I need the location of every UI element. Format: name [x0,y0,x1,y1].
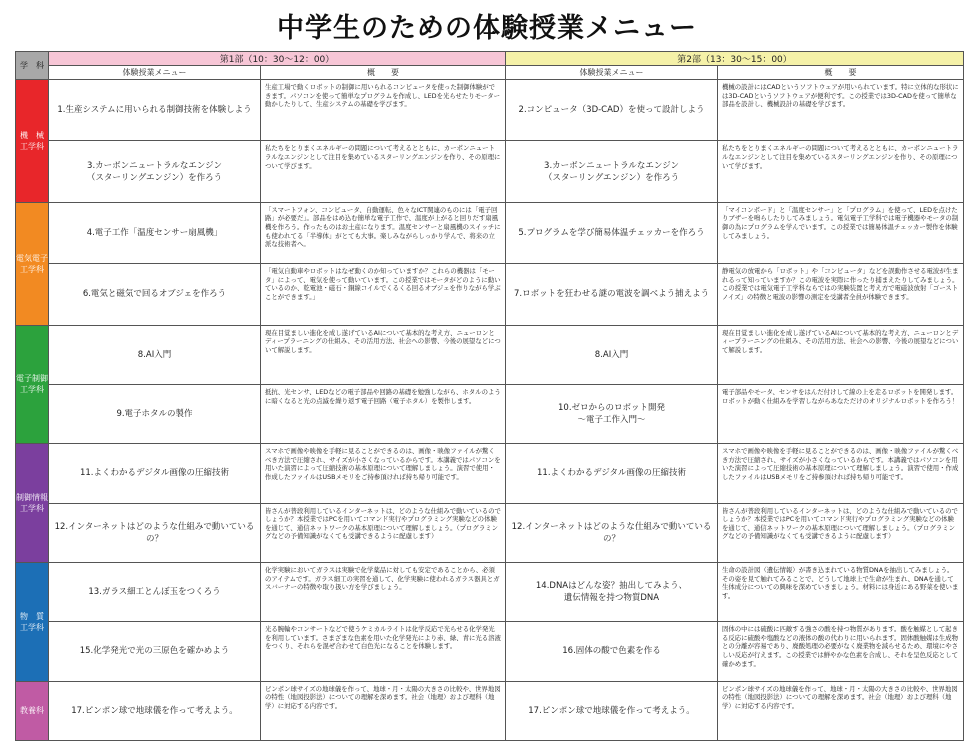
menu-line: 15.化学発光で光の三原色を確かめよう [79,646,230,657]
table-row [16,325,964,384]
table-row [16,681,964,740]
p1-menu-cell [49,80,261,141]
p2-menu-cell [506,141,718,202]
menu-line: 8.AI入門 [137,349,172,360]
p2-menu-cell [506,80,718,141]
menu-line: 11.よくわかるデジタル画像の圧縮技術 [537,468,687,479]
table-row [16,562,964,621]
p1-summary-cell: 皆さんが普段利用しているインターネットは、どのような仕組みで動いているのでしょうか？本授業ではPCを用いてコマンド実行やプログラミング実験などの体験を通じて、通信ネットワークの基本原理について理解しましょう。（プログラミングなどの予備知識がなくても受講できるように配慮します） [261,503,506,562]
menu-line: 6.電気と磁気で回るオブジェを作ろう [82,289,227,300]
menu-line: 8.AI入門 [594,349,629,360]
menu-line: 3.カーボンニュートラルなエンジン [87,160,222,171]
p2-summary-cell: 静電気の放電から「ロボット」や「コンピュータ」などを誤動作させる電波が生まれるって知っていますか？この電波を実際に作ったり捕まえたりしてみましょう。この授業では電気電子工学科ならではの実験装置と考え方で電磁波放射「ゴーストノイズ」の特徴と電波の影響の測定を受講者全員が体験できます。 [718,264,964,325]
menu-line: 〜電子工作入門〜 [577,415,646,426]
p2-summary-cell: 現在目覚ましい進化を成し遂げているAIについて基本的な考え方、ニューロンとディープラーニングの仕組み、その活用方法、社会への影響、今後の展望などについて解説します。 [718,325,964,384]
menu-line: 4.電子工作「温度センサー扇風機」 [86,227,223,238]
p1-menu-cell [49,562,261,621]
p2-menu-cell [506,384,718,443]
table-row [16,264,964,325]
menu-line: 17.ピンポン球で地球儀を作って考えよう。 [71,705,238,716]
department-cell [16,562,49,681]
p2-summary-cell: スマホで画像や映像を手軽に見ることができるのは、画像・映像ファイルが驚くべき方法で圧縮され、サイズが小さくなっているからです。本講義ではパソコンを用いた演習によって圧縮技術の基本原理について理解しましょう。演習で使用・作成したファイルはUSBメモリをご持参頂ければ持ち帰り可能です。 [718,444,964,503]
menu-line: （スターリングエンジン）を作ろう [543,172,680,183]
menu-line: （スターリングエンジン）を作ろう [86,172,223,183]
menu-line: 17.ピンポン球で地球儀を作って考えよう。 [528,705,695,716]
department-cell [16,80,49,203]
p2-summary-cell: 皆さんが普段利用しているインターネットは、どのような仕組みで動いているのでしょうか？本授業ではPCを用いてコマンド実行やプログラミング実験などの体験を通じて、通信ネットワークの基本原理について理解しましょう。（プログラミングなどの予備知識がなくても受講できるように配慮します） [718,503,964,562]
p2-summary-cell: 生命の設計図（遺伝情報）が書き込まれている物質DNAを抽出してみましょう。その姿を見て触れてみることで、どうして地球上で生命が生まれ、DNAを通して生体成分についての興味を深めていきましょう。材料には身近にある野菜を使います。 [718,562,964,621]
department-name: 電気電子 [16,253,48,263]
p2-summary-cell: 私たちをとりまくエネルギーの問題について考えるとともに、カーボンニュートラルなエンジンとして注目を集めているスターリングエンジンを作り、その原理について学びます。 [718,141,964,202]
p1-summary-cell: 「電気自動車やロボットはなぜ動くのか知っていますか？これらの機器は「モータ」によって、電気を使って動いています。この授業ではモータがどのように動いているのか、乾電池・磁石・銅線コイルでくるくる回るオブジェを作りながら学ぶことができます。」 [261,264,506,325]
department-cell [16,202,49,325]
department-name: 物 質 [20,611,44,621]
p1-menu-cell [49,325,261,384]
department-name: 工学科 [20,385,44,395]
period2-header: 第2部（13：30〜15：00） [506,52,964,66]
p1-summary-cell: 化学実験においてガラスは実験で化学薬品に対しても安定であることから、必須のアイテムです。ガラス細工の実習を通して、化学実験に使われるガラス器具とガスバーナーの特徴や取り扱い方を学びましょう。 [261,562,506,621]
p2-menu-cell [506,503,718,562]
department-name: 工学科 [20,504,44,514]
department-header: 学 科 [16,52,49,80]
p1-menu-cell [49,384,261,443]
p1-summary-cell: 「スマートフォン、コンピュータ、自動運転、色々なICT関連のものには「電子回路」が必要だ」。部品をはめ込む簡単な電子工作で、温度が上がると回りだす扇風機を作ろう。作ったものはお土産になります。温度センサーと扇風機のスイッチにも使われてる「半導体」がとても大事。楽しみながらしっかり学んで、将来の立派な技術者へ。 [261,202,506,263]
menu-line: 5.プログラムを学び簡易体温チェッカーを作ろう [518,227,705,238]
p2-menu-cell [506,681,718,740]
p1-summary-cell: 光る腕輪やコンサートなどで使うケミカルライトは化学反応で光らせる化学発光を利用しています。さまざまな色素を用いた化学発光により赤、緑、青に光る溶液をつくり、それらを混ぜ合わせて白色光になることを体験します。 [261,622,506,681]
p1-summary-cell: 抵抗、光センサ、LEDなどの電子部品や回路の基礎を勉強しながら、ホタルのように暗くなると光の点滅を繰り返す電子回路（電子ホタル）を製作します。 [261,384,506,443]
table-row [16,80,964,141]
department-name: 機 械 [20,130,44,140]
p1-menu-cell [49,503,261,562]
menu-line: 2.コンピュータ（3D-CAD）を使って設計しよう [518,105,705,116]
department-name: 電子制御 [16,374,48,384]
department-cell [16,325,49,444]
table-row [16,503,964,562]
menu-line: 7.ロボットを狂わせる謎の電波を調べよう捕えよう [513,289,710,300]
schedule-body [16,80,964,741]
p1-menu-header: 体験授業メニュー [49,66,261,80]
menu-line: 1.生産システムに用いられる制御技術を体験しよう [57,105,252,116]
department-cell [16,444,49,563]
table-row [16,202,964,263]
p2-summary-cell: 固体の中には硫酸に匹敵する強さの酸を持つ物質があります。酸を触媒として起きる反応に硫酸や塩酸などの液体の酸の代わりに用いられます。固体酸触媒は生成物との分離が容易であり、廃酸処理の必要がなく廃業物を減らせるため、環境にやさしい反応が行えます。この授業では鮮やかな色素を合成し、それを呈色反応として確かめます。 [718,622,964,681]
menu-line: 9.電子ホタルの製作 [116,409,193,420]
menu-line: 12.インターネットはどのような仕組みで動いているの？ [54,521,255,544]
department-name: 工学科 [20,264,44,274]
p1-menu-cell [49,264,261,325]
table-row [16,622,964,681]
p2-menu-header: 体験授業メニュー [506,66,718,80]
p1-menu-cell [49,202,261,263]
p2-menu-cell [506,325,718,384]
department-name: 工学科 [20,622,44,632]
menu-line: 11.よくわかるデジタル画像の圧縮技術 [79,468,229,479]
p2-menu-cell [506,264,718,325]
p2-summary-cell: 機械の設計にはCADというソフトウェアが用いられています。特に立体的な形状には3D-CADというソフトウェアが便利です。この授業では3D-CADを使って簡単な部品を設計し、機械設計の基礎を学びます。 [718,80,964,141]
menu-line: 遺伝情報を持つ物質DNA [563,593,660,604]
p2-menu-cell [506,202,718,263]
menu-line: 12.インターネットはどのような仕組みで動いているの？ [511,521,712,544]
department-name: 工学科 [20,141,44,151]
schedule-table [15,51,964,741]
department-cell [16,681,49,740]
p1-menu-cell [49,681,261,740]
p2-menu-cell [506,562,718,621]
p2-summary-cell: 電子部品やモータ、センサをはんだ付けして線の上を走るロボットを開発します。ロボットが動く仕組みを学習しながらあなただけのオリジナルロボットを作ろう！ [718,384,964,443]
p2-summary-cell: ピンポン球サイズの地球儀を作って、地球・月・太陽の大きさの比較や、世界地図の特性（地図投影法）についての理解を深めます。社会（地理）および理科（地学）に対応する内容です。 [718,681,964,740]
table-row [16,384,964,443]
menu-line: 16.固体の酸で色素を作る [562,646,661,657]
p2-menu-cell [506,444,718,503]
p1-summary-cell: スマホで画像や映像を手軽に見ることができるのは、画像・映像ファイルが驚くべき方法で圧縮され、サイズが小さくなっているからです。本講義ではパソコンを用いた演習によって圧縮技術の基本原理について理解しましょう。演習で使用・作成したファイルはUSBメモリをご持参頂ければ持ち帰り可能です。 [261,444,506,503]
page-title: 中学生のための体験授業メニュー [277,13,697,44]
p1-menu-cell [49,444,261,503]
p1-summary-cell: 現在目覚ましい進化を成し遂げているAIについて基本的な考え方、ニューロンとディープラーニングの仕組み、その活用方法、社会への影響、今後の展望などについて解説します。 [261,325,506,384]
menu-line: 3.カーボンニュートラルなエンジン [544,160,679,171]
p2-summary-header: 概 要 [718,66,964,80]
department-name: 教養科 [20,706,44,716]
p1-summary-cell: 生産工場で動くロボットの制御に用いられるコンピュータを使った制御体験ができます。パソコンを使って簡単なプログラムを作成し、LEDを光らせたりモーター動かしたりして、生産システムの基礎を学びます。 [261,80,506,141]
p2-menu-cell [506,622,718,681]
p1-summary-header: 概 要 [261,66,506,80]
p1-summary-cell: ピンポン球サイズの地球儀を作って、地球・月・太陽の大きさの比較や、世界地図の特性（地図投影法）についての理解を深めます。社会（地理）および理科（地学）に対応する内容です。 [261,681,506,740]
menu-line: 10.ゼロからのロボット開発 [558,403,666,414]
department-name: 制御情報 [16,493,48,503]
menu-line: 14.DNAはどんな姿？抽出してみよう、 [535,581,688,592]
table-row [16,444,964,503]
p1-menu-cell [49,141,261,202]
table-row [16,141,964,202]
p1-summary-cell: 私たちをとりまくエネルギーの問題について考えるとともに、カーボンニュートラルなエンジンとして注目を集めているスターリングエンジンを作り、その原理について学びます。 [261,141,506,202]
period1-header: 第1部（10：30〜12：00） [49,52,506,66]
menu-line: 13.ガラス細工とんぼ玉をつくろう [88,587,221,598]
p2-summary-cell: 「マイコンボード」と「温度センサー」と「プログラム」を使って、LEDを点けたりブザーを鳴らしたりしてみましょう。電気電子工学科では電子機器やモータの制御の為にプログラムを学んでいます。この授業では簡易体温チェッカー製作を体験してみましょう。 [718,202,964,263]
p1-menu-cell [49,622,261,681]
